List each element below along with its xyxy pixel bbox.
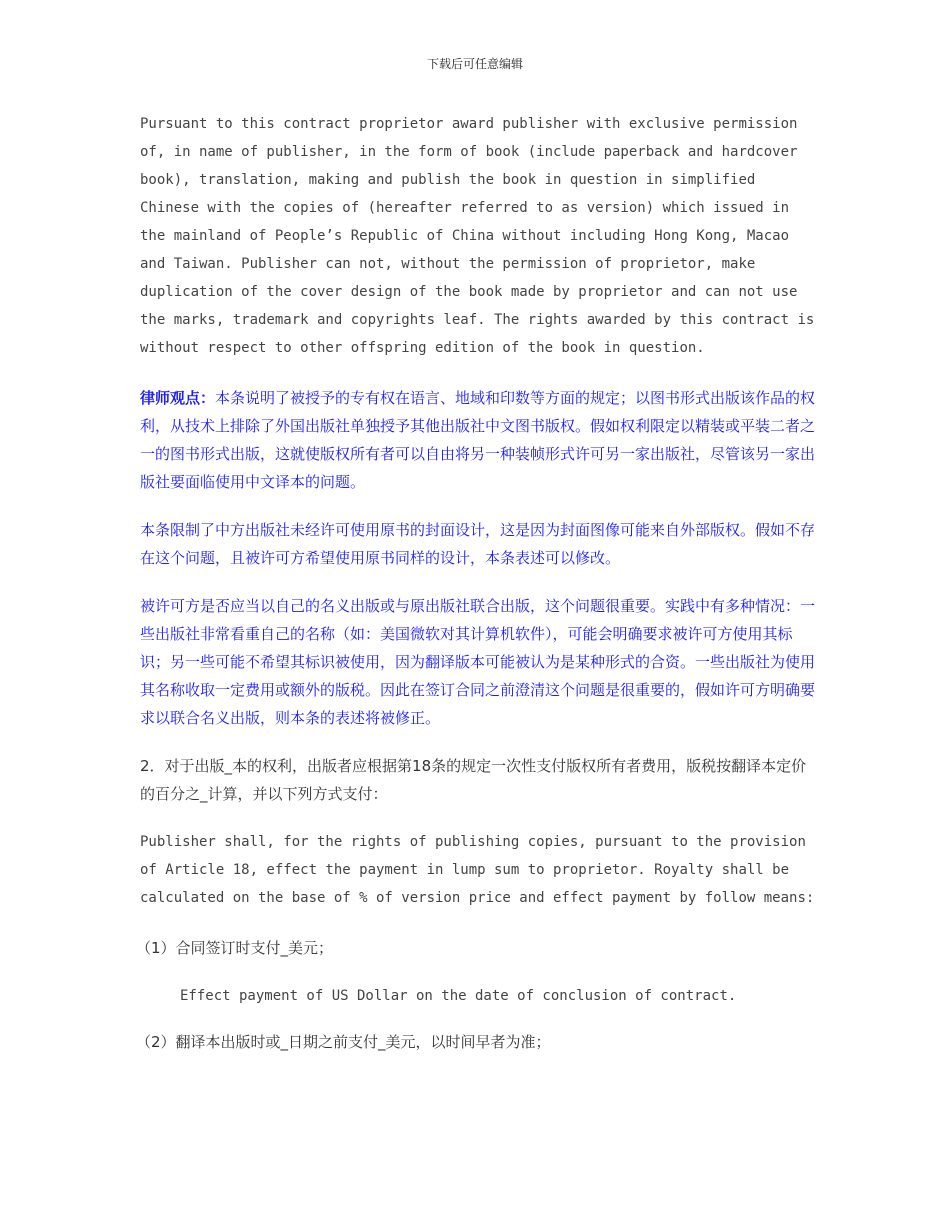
document-content (136, 110, 820, 1056)
clause-2-chinese: 2．对于出版_本的权利，出版者应根据第18条的规定一次性支付版权所有者费用，版税按翻译本定价的百分之_计算，并以下列方式支付： (140, 757, 807, 803)
english-paragraph-grant: Pursuant to this contract proprietor award publisher with exclusive permission of, in name of publisher, in the form of book (include paperback and hardcover book), translation, making and publish the book in question in simplified Chinese with the copies of (hereafter referred to as version) which issued in the mainland of People’s Republic of China without including Hong Kong, Macao and Taiwan. Publisher can not, without the permission of proprietor, make duplication of the cover design of the book made by proprietor and can not use the marks, trademark and copyrights leaf. The rights awarded by this contract is without respect to other offspring edition of the book in question. (140, 116, 815, 356)
payment-item-2-chinese: （2）翻译本出版时或_日期之前支付_美元，以时间早者为准； (136, 1033, 551, 1051)
joint-publishing-note: 被许可方是否应当以自己的名义出版或与原出版社联合出版，这个问题很重要。实践中有多种情况：一些出版社非常看重自己的名称（如：美国微软对其计算机软件），可能会明确要求被许可方使用其标识；另一些可能不希望其标识被使用，因为翻译版本可能被认为是某种形式的合资。一些出版社为使用其名称收取一定费用或额外的版税。因此在签订合同之前澄清这个问题是很重要的，假如许可方明确要求以联合名义出版，则本条的表述将被修正。 (140, 597, 816, 727)
clause-2-english: Publisher shall, for the rights of publishing copies, pursuant to the provision of Article 18, effect the payment in lump sum to proprietor. Royalty shall be calculated on the base of % of version price and effect payment by follow means: (140, 834, 815, 906)
lawyer-opinion-label: 律师观点： (140, 389, 216, 407)
lawyer-opinion-text: 本条说明了被授予的专有权在语言、地域和印数等方面的规定；以图书形式出版该作品的权利，从技术上排除了外国出版社单独授予其他出版社中文图书版权。假如权利限定以精装或平装二者之一的图书形式出版，这就使版权所有者可以自由将另一种装帧形式许可另一家出版社，尽管该另一家出版社要面临使用中文译本的问题。 (140, 389, 816, 491)
payment-item-1-chinese: （1）合同签订时支付_美元； (136, 939, 334, 957)
page-header-note: 下载后可任意编辑 (426, 57, 523, 71)
payment-item-1-english: Effect payment of US Dollar on the date of conclusion of contract. (180, 988, 737, 1004)
lawyer-opinion-paragraph (140, 384, 820, 496)
cover-design-note: 本条限制了中方出版社未经许可使用原书的封面设计，这是因为封面图像可能来自外部版权。假如不存在这个问题，且被许可方希望使用原书同样的设计，本条表述可以修改。 (140, 521, 816, 567)
